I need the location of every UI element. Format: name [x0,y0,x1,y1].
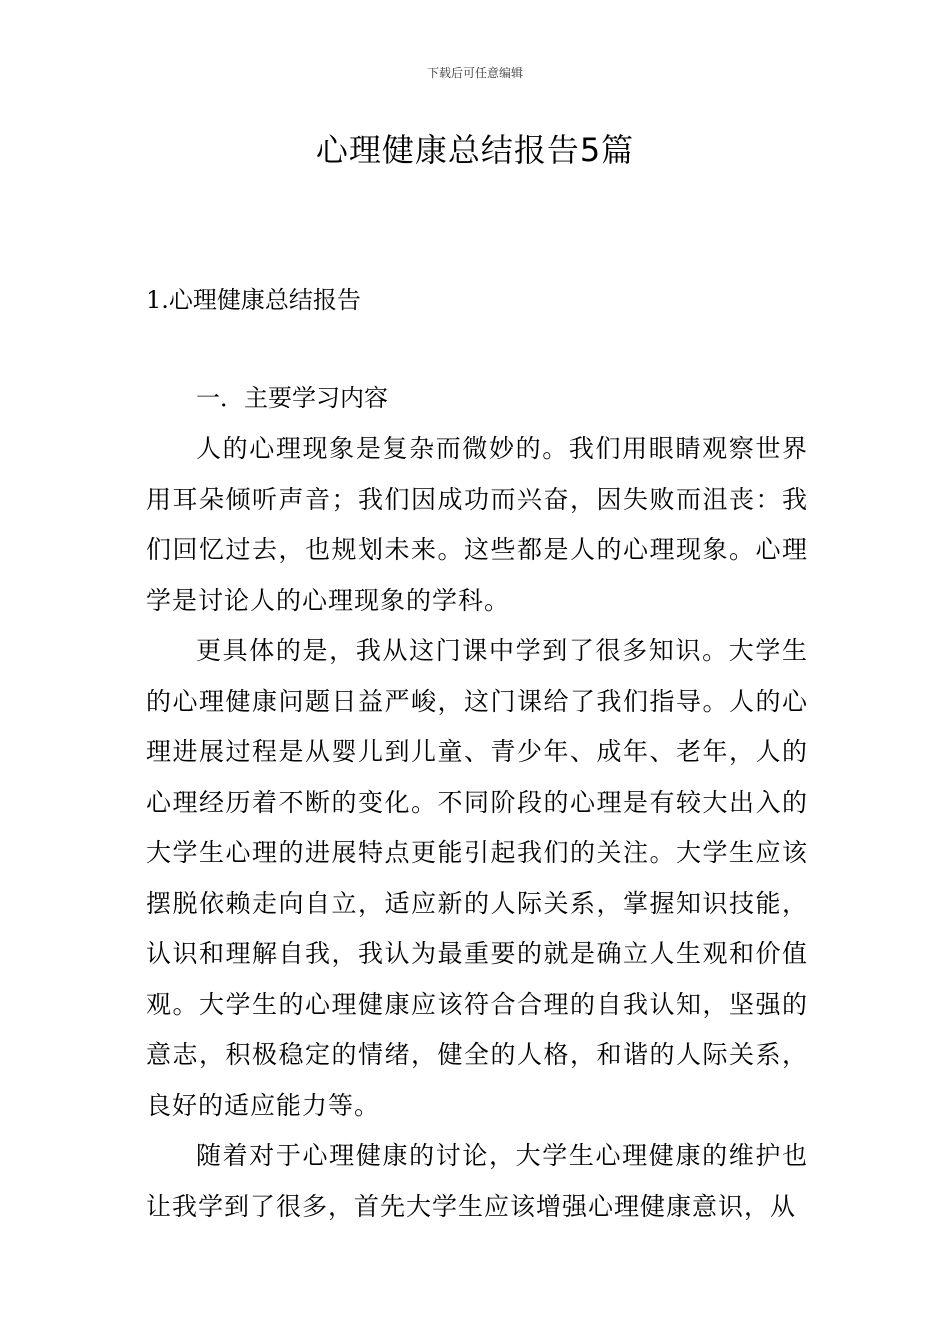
section-heading: 1.心理健康总结报告 [146,286,361,314]
header-note: 下载后可任意编辑 [426,66,523,80]
paragraph-3: 随着对于心理健康的讨论，大学生心理健康的维护也让我学到了很多，首先大学生应该增强心理健康意识，从 [146,1141,808,1221]
body-text [146,424,808,1232]
paragraph-2: 更具体的是，我从这门课中学到了很多知识。大学生的心理健康问题日益严峻，这门课给了我们指导。人的心理进展过程是从婴儿到儿童、青少年、成年、老年，人的心理经历着不断的变化。不同阶段的心理是有较大出入的大学生心理的进展特点更能引起我们的关注。大学生应该摆脱依赖走向自立，适应新的人际关系，掌握知识技能，认识和理解自我，我认为最重要的就是确立人生观和价值观。大学生的心理健康应该符合合理的自我认知，坚强的意志，积极稳定的情绪，健全的人格，和谐的人际关系，良好的适应能力等。 [146,636,808,1120]
document-title: 心理健康总结报告5篇 [315,131,635,169]
subheading: 一．主要学习内容 [196,384,388,412]
paragraph-1: 人的心理现象是复杂而微妙的。我们用眼睛观察世界用耳朵倾听声音；我们因成功而兴奋，因失败而沮丧：我们回忆过去，也规划未来。这些都是人的心理现象。心理学是讨论人的心理现象的学科。 [146,434,808,615]
